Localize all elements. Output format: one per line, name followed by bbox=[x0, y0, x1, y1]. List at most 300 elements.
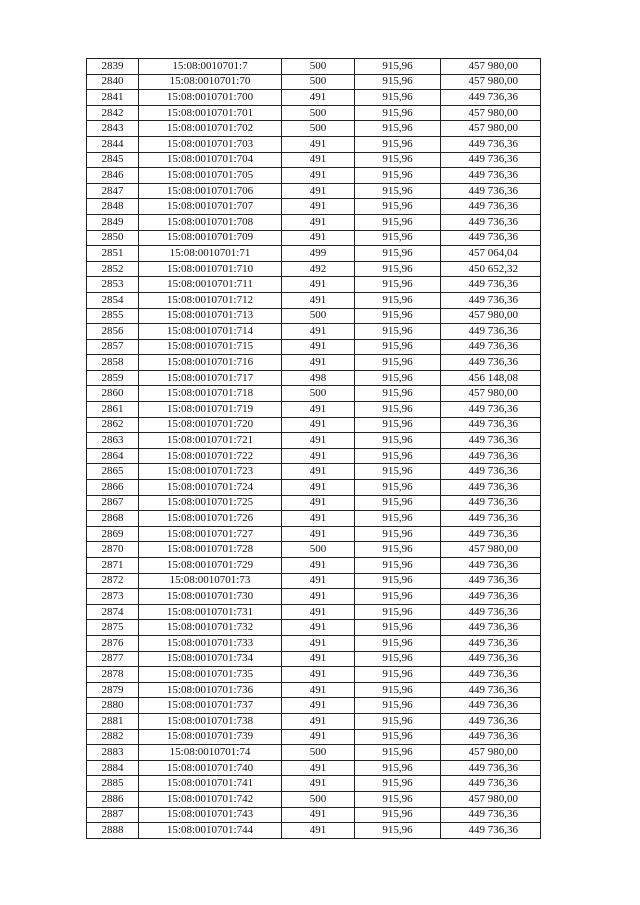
total-value-cell: 449 736,36 bbox=[441, 464, 541, 480]
total-value-cell: 457 064,04 bbox=[441, 246, 541, 262]
area-cell: 491 bbox=[282, 480, 355, 496]
total-value-cell: 457 980,00 bbox=[441, 791, 541, 807]
unit-rate-cell: 915,96 bbox=[355, 355, 441, 371]
cadastral-number-cell: 15:08:0010701:709 bbox=[139, 230, 282, 246]
table-row bbox=[87, 230, 541, 246]
row-number-cell: 2842 bbox=[87, 105, 139, 121]
unit-rate-cell: 915,96 bbox=[355, 433, 441, 449]
unit-rate-cell: 915,96 bbox=[355, 370, 441, 386]
table-row bbox=[87, 558, 541, 574]
row-number-cell: 2877 bbox=[87, 651, 139, 667]
total-value-cell: 449 736,36 bbox=[441, 604, 541, 620]
row-number-cell: 2884 bbox=[87, 760, 139, 776]
unit-rate-cell: 915,96 bbox=[355, 745, 441, 761]
table-row bbox=[87, 433, 541, 449]
cadastral-number-cell: 15:08:0010701:736 bbox=[139, 682, 282, 698]
cadastral-number-cell: 15:08:0010701:722 bbox=[139, 448, 282, 464]
area-cell: 498 bbox=[282, 370, 355, 386]
row-number-cell: 2872 bbox=[87, 573, 139, 589]
table-row bbox=[87, 480, 541, 496]
row-number-cell: 2845 bbox=[87, 152, 139, 168]
unit-rate-cell: 915,96 bbox=[355, 152, 441, 168]
unit-rate-cell: 915,96 bbox=[355, 292, 441, 308]
unit-rate-cell: 915,96 bbox=[355, 698, 441, 714]
unit-rate-cell: 915,96 bbox=[355, 526, 441, 542]
cadastral-number-cell: 15:08:0010701:710 bbox=[139, 261, 282, 277]
total-value-cell: 449 736,36 bbox=[441, 620, 541, 636]
table-row bbox=[87, 90, 541, 106]
unit-rate-cell: 915,96 bbox=[355, 776, 441, 792]
row-number-cell: 2870 bbox=[87, 542, 139, 558]
area-cell: 491 bbox=[282, 495, 355, 511]
row-number-cell: 2873 bbox=[87, 589, 139, 605]
unit-rate-cell: 915,96 bbox=[355, 74, 441, 90]
unit-rate-cell: 915,96 bbox=[355, 604, 441, 620]
unit-rate-cell: 915,96 bbox=[355, 183, 441, 199]
area-cell: 491 bbox=[282, 682, 355, 698]
table-row bbox=[87, 402, 541, 418]
total-value-cell: 449 736,36 bbox=[441, 292, 541, 308]
area-cell: 491 bbox=[282, 729, 355, 745]
row-number-cell: 2866 bbox=[87, 480, 139, 496]
cadastral-number-cell: 15:08:0010701:723 bbox=[139, 464, 282, 480]
row-number-cell: 2860 bbox=[87, 386, 139, 402]
area-cell: 491 bbox=[282, 292, 355, 308]
row-number-cell: 2863 bbox=[87, 433, 139, 449]
total-value-cell: 449 736,36 bbox=[441, 635, 541, 651]
total-value-cell: 449 736,36 bbox=[441, 277, 541, 293]
row-number-cell: 2878 bbox=[87, 667, 139, 683]
area-cell: 500 bbox=[282, 121, 355, 137]
total-value-cell: 449 736,36 bbox=[441, 230, 541, 246]
row-number-cell: 2847 bbox=[87, 183, 139, 199]
total-value-cell: 449 736,36 bbox=[441, 355, 541, 371]
area-cell: 491 bbox=[282, 776, 355, 792]
row-number-cell: 2839 bbox=[87, 59, 139, 75]
table-row bbox=[87, 667, 541, 683]
unit-rate-cell: 915,96 bbox=[355, 199, 441, 215]
total-value-cell: 457 980,00 bbox=[441, 105, 541, 121]
table-row bbox=[87, 604, 541, 620]
row-number-cell: 2857 bbox=[87, 339, 139, 355]
area-cell: 491 bbox=[282, 277, 355, 293]
cadastral-number-cell: 15:08:0010701:731 bbox=[139, 604, 282, 620]
cadastral-number-cell: 15:08:0010701:740 bbox=[139, 760, 282, 776]
row-number-cell: 2875 bbox=[87, 620, 139, 636]
area-cell: 500 bbox=[282, 74, 355, 90]
area-cell: 500 bbox=[282, 59, 355, 75]
cadastral-number-cell: 15:08:0010701:712 bbox=[139, 292, 282, 308]
cadastral-number-cell: 15:08:0010701:73 bbox=[139, 573, 282, 589]
total-value-cell: 449 736,36 bbox=[441, 729, 541, 745]
area-cell: 491 bbox=[282, 152, 355, 168]
table-row bbox=[87, 464, 541, 480]
cadastral-number-cell: 15:08:0010701:743 bbox=[139, 807, 282, 823]
cadastral-number-cell: 15:08:0010701:741 bbox=[139, 776, 282, 792]
unit-rate-cell: 915,96 bbox=[355, 542, 441, 558]
cadastral-number-cell: 15:08:0010701:738 bbox=[139, 713, 282, 729]
row-number-cell: 2852 bbox=[87, 261, 139, 277]
area-cell: 491 bbox=[282, 823, 355, 839]
row-number-cell: 2883 bbox=[87, 745, 139, 761]
total-value-cell: 449 736,36 bbox=[441, 526, 541, 542]
total-value-cell: 449 736,36 bbox=[441, 199, 541, 215]
area-cell: 500 bbox=[282, 745, 355, 761]
cadastral-number-cell: 15:08:0010701:702 bbox=[139, 121, 282, 137]
unit-rate-cell: 915,96 bbox=[355, 246, 441, 262]
table-row bbox=[87, 495, 541, 511]
area-cell: 500 bbox=[282, 308, 355, 324]
unit-rate-cell: 915,96 bbox=[355, 589, 441, 605]
cadastral-number-cell: 15:08:0010701:742 bbox=[139, 791, 282, 807]
row-number-cell: 2876 bbox=[87, 635, 139, 651]
unit-rate-cell: 915,96 bbox=[355, 339, 441, 355]
cadastral-number-cell: 15:08:0010701:721 bbox=[139, 433, 282, 449]
total-value-cell: 449 736,36 bbox=[441, 433, 541, 449]
unit-rate-cell: 915,96 bbox=[355, 667, 441, 683]
area-cell: 500 bbox=[282, 386, 355, 402]
unit-rate-cell: 915,96 bbox=[355, 480, 441, 496]
area-cell: 491 bbox=[282, 760, 355, 776]
area-cell: 491 bbox=[282, 511, 355, 527]
total-value-cell: 449 736,36 bbox=[441, 168, 541, 184]
total-value-cell: 456 148,08 bbox=[441, 370, 541, 386]
total-value-cell: 449 736,36 bbox=[441, 183, 541, 199]
table-row bbox=[87, 121, 541, 137]
unit-rate-cell: 915,96 bbox=[355, 214, 441, 230]
row-number-cell: 2858 bbox=[87, 355, 139, 371]
unit-rate-cell: 915,96 bbox=[355, 729, 441, 745]
table-row bbox=[87, 713, 541, 729]
unit-rate-cell: 915,96 bbox=[355, 682, 441, 698]
cadastral-number-cell: 15:08:0010701:74 bbox=[139, 745, 282, 761]
cadastral-number-cell: 15:08:0010701:724 bbox=[139, 480, 282, 496]
total-value-cell: 449 736,36 bbox=[441, 90, 541, 106]
area-cell: 491 bbox=[282, 651, 355, 667]
area-cell: 491 bbox=[282, 183, 355, 199]
unit-rate-cell: 915,96 bbox=[355, 121, 441, 137]
cadastral-number-cell: 15:08:0010701:7 bbox=[139, 59, 282, 75]
area-cell: 491 bbox=[282, 402, 355, 418]
total-value-cell: 457 980,00 bbox=[441, 745, 541, 761]
unit-rate-cell: 915,96 bbox=[355, 136, 441, 152]
row-number-cell: 2881 bbox=[87, 713, 139, 729]
table-row bbox=[87, 526, 541, 542]
cadastral-number-cell: 15:08:0010701:727 bbox=[139, 526, 282, 542]
unit-rate-cell: 915,96 bbox=[355, 713, 441, 729]
area-cell: 499 bbox=[282, 246, 355, 262]
cadastral-number-cell: 15:08:0010701:735 bbox=[139, 667, 282, 683]
table-row bbox=[87, 417, 541, 433]
cadastral-number-cell: 15:08:0010701:701 bbox=[139, 105, 282, 121]
row-number-cell: 2882 bbox=[87, 729, 139, 745]
unit-rate-cell: 915,96 bbox=[355, 230, 441, 246]
table-row bbox=[87, 308, 541, 324]
table-row bbox=[87, 635, 541, 651]
row-number-cell: 2840 bbox=[87, 74, 139, 90]
table-row bbox=[87, 214, 541, 230]
area-cell: 491 bbox=[282, 713, 355, 729]
cadastral-number-cell: 15:08:0010701:718 bbox=[139, 386, 282, 402]
total-value-cell: 449 736,36 bbox=[441, 776, 541, 792]
area-cell: 500 bbox=[282, 542, 355, 558]
area-cell: 491 bbox=[282, 136, 355, 152]
row-number-cell: 2885 bbox=[87, 776, 139, 792]
row-number-cell: 2855 bbox=[87, 308, 139, 324]
total-value-cell: 457 980,00 bbox=[441, 121, 541, 137]
total-value-cell: 449 736,36 bbox=[441, 448, 541, 464]
total-value-cell: 449 736,36 bbox=[441, 682, 541, 698]
table-row bbox=[87, 823, 541, 839]
table-row bbox=[87, 246, 541, 262]
row-number-cell: 2849 bbox=[87, 214, 139, 230]
total-value-cell: 449 736,36 bbox=[441, 480, 541, 496]
table-row bbox=[87, 698, 541, 714]
row-number-cell: 2888 bbox=[87, 823, 139, 839]
total-value-cell: 457 980,00 bbox=[441, 386, 541, 402]
unit-rate-cell: 915,96 bbox=[355, 651, 441, 667]
total-value-cell: 449 736,36 bbox=[441, 402, 541, 418]
total-value-cell: 449 736,36 bbox=[441, 823, 541, 839]
row-number-cell: 2880 bbox=[87, 698, 139, 714]
area-cell: 491 bbox=[282, 620, 355, 636]
row-number-cell: 2841 bbox=[87, 90, 139, 106]
total-value-cell: 449 736,36 bbox=[441, 807, 541, 823]
table-row bbox=[87, 261, 541, 277]
cadastral-number-cell: 15:08:0010701:707 bbox=[139, 199, 282, 215]
unit-rate-cell: 915,96 bbox=[355, 261, 441, 277]
row-number-cell: 2844 bbox=[87, 136, 139, 152]
table-row bbox=[87, 386, 541, 402]
total-value-cell: 457 980,00 bbox=[441, 308, 541, 324]
table-row bbox=[87, 448, 541, 464]
cadastral-number-cell: 15:08:0010701:706 bbox=[139, 183, 282, 199]
cadastral-number-cell: 15:08:0010701:704 bbox=[139, 152, 282, 168]
row-number-cell: 2862 bbox=[87, 417, 139, 433]
area-cell: 491 bbox=[282, 635, 355, 651]
row-number-cell: 2864 bbox=[87, 448, 139, 464]
row-number-cell: 2850 bbox=[87, 230, 139, 246]
area-cell: 500 bbox=[282, 791, 355, 807]
table-row bbox=[87, 620, 541, 636]
row-number-cell: 2867 bbox=[87, 495, 139, 511]
cadastral-number-cell: 15:08:0010701:711 bbox=[139, 277, 282, 293]
row-number-cell: 2851 bbox=[87, 246, 139, 262]
table-row bbox=[87, 324, 541, 340]
row-number-cell: 2887 bbox=[87, 807, 139, 823]
table-row bbox=[87, 791, 541, 807]
cadastral-number-cell: 15:08:0010701:730 bbox=[139, 589, 282, 605]
row-number-cell: 2856 bbox=[87, 324, 139, 340]
area-cell: 491 bbox=[282, 214, 355, 230]
area-cell: 491 bbox=[282, 339, 355, 355]
unit-rate-cell: 915,96 bbox=[355, 573, 441, 589]
table-row bbox=[87, 59, 541, 75]
table-row bbox=[87, 807, 541, 823]
cadastral-number-cell: 15:08:0010701:705 bbox=[139, 168, 282, 184]
cadastral-number-cell: 15:08:0010701:739 bbox=[139, 729, 282, 745]
table-row bbox=[87, 651, 541, 667]
total-value-cell: 449 736,36 bbox=[441, 214, 541, 230]
cadastral-number-cell: 15:08:0010701:719 bbox=[139, 402, 282, 418]
area-cell: 491 bbox=[282, 90, 355, 106]
table-row bbox=[87, 74, 541, 90]
table-row bbox=[87, 292, 541, 308]
row-number-cell: 2853 bbox=[87, 277, 139, 293]
cadastral-number-cell: 15:08:0010701:733 bbox=[139, 635, 282, 651]
row-number-cell: 2843 bbox=[87, 121, 139, 137]
unit-rate-cell: 915,96 bbox=[355, 807, 441, 823]
row-number-cell: 2868 bbox=[87, 511, 139, 527]
unit-rate-cell: 915,96 bbox=[355, 386, 441, 402]
unit-rate-cell: 915,96 bbox=[355, 448, 441, 464]
total-value-cell: 457 980,00 bbox=[441, 74, 541, 90]
cadastral-number-cell: 15:08:0010701:713 bbox=[139, 308, 282, 324]
table-row bbox=[87, 183, 541, 199]
table-row bbox=[87, 277, 541, 293]
area-cell: 500 bbox=[282, 105, 355, 121]
area-cell: 491 bbox=[282, 168, 355, 184]
cadastral-number-cell: 15:08:0010701:700 bbox=[139, 90, 282, 106]
table-body bbox=[87, 59, 541, 839]
total-value-cell: 450 652,32 bbox=[441, 261, 541, 277]
table-row bbox=[87, 105, 541, 121]
total-value-cell: 449 736,36 bbox=[441, 324, 541, 340]
land-plots-table bbox=[86, 58, 541, 839]
row-number-cell: 2865 bbox=[87, 464, 139, 480]
area-cell: 491 bbox=[282, 807, 355, 823]
row-number-cell: 2848 bbox=[87, 199, 139, 215]
cadastral-number-cell: 15:08:0010701:726 bbox=[139, 511, 282, 527]
table-row bbox=[87, 542, 541, 558]
table-row bbox=[87, 682, 541, 698]
area-cell: 491 bbox=[282, 448, 355, 464]
table-row bbox=[87, 168, 541, 184]
unit-rate-cell: 915,96 bbox=[355, 620, 441, 636]
total-value-cell: 449 736,36 bbox=[441, 417, 541, 433]
total-value-cell: 449 736,36 bbox=[441, 589, 541, 605]
area-cell: 491 bbox=[282, 604, 355, 620]
area-cell: 491 bbox=[282, 526, 355, 542]
unit-rate-cell: 915,96 bbox=[355, 59, 441, 75]
cadastral-number-cell: 15:08:0010701:70 bbox=[139, 74, 282, 90]
row-number-cell: 2846 bbox=[87, 168, 139, 184]
unit-rate-cell: 915,96 bbox=[355, 417, 441, 433]
unit-rate-cell: 915,96 bbox=[355, 308, 441, 324]
unit-rate-cell: 915,96 bbox=[355, 495, 441, 511]
area-cell: 491 bbox=[282, 199, 355, 215]
table-row bbox=[87, 589, 541, 605]
unit-rate-cell: 915,96 bbox=[355, 402, 441, 418]
table-row bbox=[87, 339, 541, 355]
area-cell: 491 bbox=[282, 433, 355, 449]
area-cell: 491 bbox=[282, 667, 355, 683]
cadastral-number-cell: 15:08:0010701:744 bbox=[139, 823, 282, 839]
area-cell: 491 bbox=[282, 698, 355, 714]
total-value-cell: 449 736,36 bbox=[441, 760, 541, 776]
cadastral-number-cell: 15:08:0010701:703 bbox=[139, 136, 282, 152]
table-row bbox=[87, 370, 541, 386]
table-row bbox=[87, 776, 541, 792]
total-value-cell: 449 736,36 bbox=[441, 558, 541, 574]
area-cell: 491 bbox=[282, 464, 355, 480]
row-number-cell: 2869 bbox=[87, 526, 139, 542]
unit-rate-cell: 915,96 bbox=[355, 168, 441, 184]
cadastral-number-cell: 15:08:0010701:714 bbox=[139, 324, 282, 340]
area-cell: 491 bbox=[282, 230, 355, 246]
area-cell: 491 bbox=[282, 573, 355, 589]
total-value-cell: 449 736,36 bbox=[441, 573, 541, 589]
cadastral-number-cell: 15:08:0010701:725 bbox=[139, 495, 282, 511]
table-row bbox=[87, 136, 541, 152]
unit-rate-cell: 915,96 bbox=[355, 277, 441, 293]
table-row bbox=[87, 729, 541, 745]
table-row bbox=[87, 199, 541, 215]
cadastral-number-cell: 15:08:0010701:715 bbox=[139, 339, 282, 355]
total-value-cell: 457 980,00 bbox=[441, 59, 541, 75]
cadastral-number-cell: 15:08:0010701:729 bbox=[139, 558, 282, 574]
cadastral-number-cell: 15:08:0010701:716 bbox=[139, 355, 282, 371]
cadastral-number-cell: 15:08:0010701:737 bbox=[139, 698, 282, 714]
unit-rate-cell: 915,96 bbox=[355, 760, 441, 776]
row-number-cell: 2886 bbox=[87, 791, 139, 807]
cadastral-number-cell: 15:08:0010701:717 bbox=[139, 370, 282, 386]
row-number-cell: 2859 bbox=[87, 370, 139, 386]
unit-rate-cell: 915,96 bbox=[355, 635, 441, 651]
table-row bbox=[87, 511, 541, 527]
table-row bbox=[87, 573, 541, 589]
row-number-cell: 2861 bbox=[87, 402, 139, 418]
row-number-cell: 2874 bbox=[87, 604, 139, 620]
row-number-cell: 2871 bbox=[87, 558, 139, 574]
cadastral-number-cell: 15:08:0010701:720 bbox=[139, 417, 282, 433]
cadastral-number-cell: 15:08:0010701:732 bbox=[139, 620, 282, 636]
area-cell: 491 bbox=[282, 589, 355, 605]
total-value-cell: 449 736,36 bbox=[441, 651, 541, 667]
total-value-cell: 449 736,36 bbox=[441, 667, 541, 683]
unit-rate-cell: 915,96 bbox=[355, 511, 441, 527]
row-number-cell: 2879 bbox=[87, 682, 139, 698]
total-value-cell: 457 980,00 bbox=[441, 542, 541, 558]
total-value-cell: 449 736,36 bbox=[441, 495, 541, 511]
unit-rate-cell: 915,96 bbox=[355, 90, 441, 106]
unit-rate-cell: 915,96 bbox=[355, 558, 441, 574]
area-cell: 491 bbox=[282, 355, 355, 371]
unit-rate-cell: 915,96 bbox=[355, 464, 441, 480]
total-value-cell: 449 736,36 bbox=[441, 713, 541, 729]
unit-rate-cell: 915,96 bbox=[355, 324, 441, 340]
area-cell: 492 bbox=[282, 261, 355, 277]
area-cell: 491 bbox=[282, 324, 355, 340]
total-value-cell: 449 736,36 bbox=[441, 511, 541, 527]
unit-rate-cell: 915,96 bbox=[355, 791, 441, 807]
area-cell: 491 bbox=[282, 558, 355, 574]
cadastral-number-cell: 15:08:0010701:708 bbox=[139, 214, 282, 230]
total-value-cell: 449 736,36 bbox=[441, 152, 541, 168]
total-value-cell: 449 736,36 bbox=[441, 698, 541, 714]
cadastral-number-cell: 15:08:0010701:71 bbox=[139, 246, 282, 262]
total-value-cell: 449 736,36 bbox=[441, 339, 541, 355]
table-row bbox=[87, 760, 541, 776]
unit-rate-cell: 915,96 bbox=[355, 105, 441, 121]
table-row bbox=[87, 355, 541, 371]
row-number-cell: 2854 bbox=[87, 292, 139, 308]
table-row bbox=[87, 745, 541, 761]
total-value-cell: 449 736,36 bbox=[441, 136, 541, 152]
cadastral-number-cell: 15:08:0010701:734 bbox=[139, 651, 282, 667]
cadastral-number-cell: 15:08:0010701:728 bbox=[139, 542, 282, 558]
table-row bbox=[87, 152, 541, 168]
